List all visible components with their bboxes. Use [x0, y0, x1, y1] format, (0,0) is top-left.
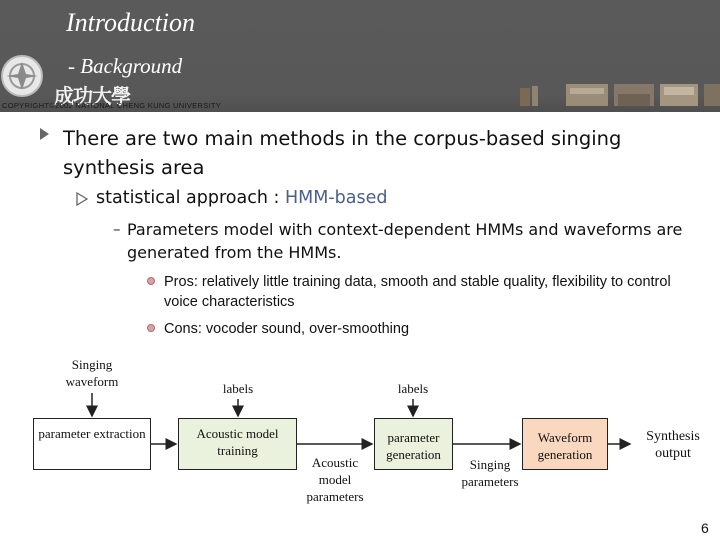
parameter-extraction-box: parameter extraction [33, 418, 151, 470]
sub-bullet-prefix: statistical approach : [96, 188, 285, 208]
labels-text-2: labels [397, 381, 429, 396]
university-logo-text: 成功大學 [54, 84, 130, 108]
slide-subtitle: - Background [68, 54, 183, 78]
singing-waveform-label: Singing waveform [65, 357, 119, 389]
parameter-generation-box: parameter generation [374, 418, 453, 470]
cons-bullet: Cons: vocoder sound, over-smoothing [164, 321, 410, 337]
synthesis-output-label: Synthesis output [646, 429, 700, 461]
dash-bullet-icon: – [113, 220, 121, 238]
slide-title: Introduction [66, 8, 196, 37]
waveform-generation-box: Waveform generation [522, 418, 608, 470]
labels-text-1: labels [222, 381, 254, 396]
acoustic-model-training-box: Acoustic model training [178, 418, 297, 470]
singing-parameters-label: Singing parameters [461, 457, 519, 489]
pros-bullet: Pros: relatively little training data, smooth and stable quality, flexibility to control voice characteristics [164, 274, 671, 310]
detail-bullet: Parameters model with context-dependent HMMs and waveforms are generated from the HMMs. [127, 220, 683, 262]
main-bullet: There are two main methods in the corpus-based singing synthesis area [63, 127, 622, 179]
sub-bullet-accent: HMM-based [284, 188, 388, 208]
page-number: 6 [701, 520, 709, 536]
acoustic-model-parameters-label: Acoustic model parameters [306, 455, 364, 504]
copyright-text: COPYRIGHT©2002 NATIONAL CHENG KUNG UNIVERSITY [2, 101, 222, 110]
